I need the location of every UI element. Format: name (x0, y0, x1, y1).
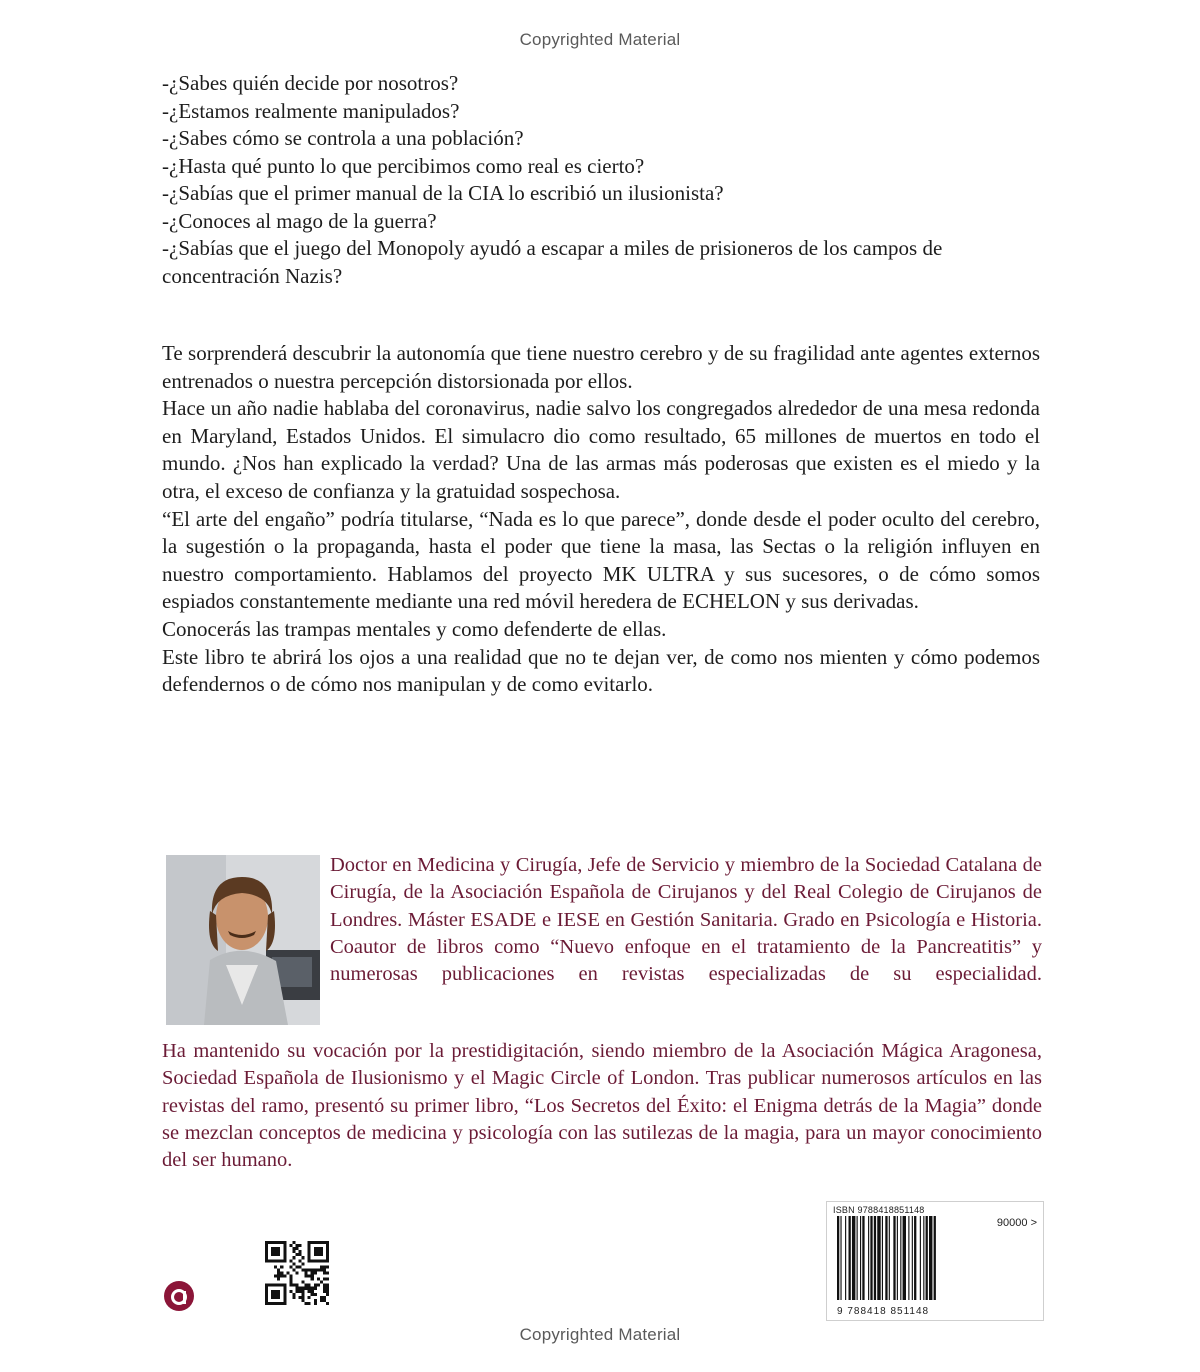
isbn-barcode (826, 1201, 1044, 1321)
synopsis-paragraph: Conocerás las trampas mentales y como defenderte de ellas. (162, 616, 667, 641)
isbn-label: ISBN 9788418851148 (833, 1205, 925, 1215)
question-item: -¿Sabes cómo se controla a una población? (162, 126, 524, 150)
question-list (162, 70, 1042, 290)
question-item: -¿Estamos realmente manipulados? (162, 98, 460, 123)
synopsis-text (162, 340, 1040, 699)
copyright-watermark-bottom: Copyrighted Material (519, 1325, 681, 1344)
author-photo (166, 855, 320, 1025)
question-item: -¿Sabías que el juego del Monopoly ayudó a escapar a miles de prisioneros de los campos de concentración Nazis? (162, 236, 943, 288)
isbn-number: 9 788418 851148 (837, 1306, 930, 1317)
question-item: -¿Conoces al mago de la guerra? (162, 208, 437, 233)
qr-code (265, 1241, 329, 1305)
question-item: -¿Hasta qué punto lo que percibimos como real es cierto? (162, 153, 645, 178)
price-code: 90000 > (996, 1217, 1037, 1229)
synopsis-paragraph: “El arte del engaño” podría titularse, “Nada es lo que parece”, donde desde el poder oculto del cerebro, la sugestión o la propaganda, hasta el poder que tiene la masa, las Sectas o la religión influyen en nuestro comportamiento. Hablamos del proyecto MK ULTRA y sus sucesores, o de cómo somos espiados constantemente mediante una red móvil heredera de ECHELON y sus derivadas. (162, 506, 1040, 614)
synopsis-paragraph: Este libro te abrirá los ojos a una realidad que no te dejan ver, de como nos mienten y cómo podemos defendernos o de cómo nos manipulan y de como evitarlo. (162, 644, 1040, 697)
author-bio-continued: Ha mantenido su vocación por la prestidigitación, siendo miembro de la Asociación Mágica Aragonesa, Sociedad Española de Ilusionismo y el Magic Circle of London. Tras publicar numerosos artículos en las revistas del ramo, presentó su primer libro, “Los Secretos del Éxito: el Enigma detrás de la Magia” donde se mezclan conceptos de medicina y psicología con las sutilezas de la magia, para un mayor conocimiento del ser humano. (162, 1040, 1042, 1172)
author-bio: Doctor en Medicina y Cirugía, Jefe de Servicio y miembro de la Sociedad Catalana de Cirugía, de la Asociación Española de Cirujanos y del Real Colegio de Cirujanos de Londres. Máster ESADE e IESE en Gestión Sanitaria. Grado en Psicología e Historia. Coautor de libros como “Nuevo enfoque en el tratamiento de la Pancreatitis” y numerosas publicaciones en revistas especializadas de su especialidad. (330, 854, 1042, 986)
publisher-logo-icon (163, 1280, 195, 1312)
synopsis-paragraph: Hace un año nadie hablaba del coronavirus, nadie salvo los congregados alrededor de una mesa redonda en Maryland, Estados Unidos. El simulacro dio como resultado, 65 millones de muertos en todo el mundo. ¿Nos han explicado la verdad? Una de las armas más poderosas que existen es el miedo y la otra, el exceso de confianza y la gratuidad sospechosa. (162, 396, 1040, 503)
question-item: -¿Sabías que el primer manual de la CIA lo escribió un ilusionista? (162, 181, 724, 205)
copyright-watermark-top: Copyrighted Material (519, 30, 681, 49)
question-item: -¿Sabes quién decide por nosotros? (162, 71, 459, 95)
synopsis-paragraph: Te sorprenderá descubrir la autonomía que tiene nuestro cerebro y de su fragilidad ante agentes externos entrenados o nuestra percepción distorsionada por ellos. (162, 341, 1040, 393)
